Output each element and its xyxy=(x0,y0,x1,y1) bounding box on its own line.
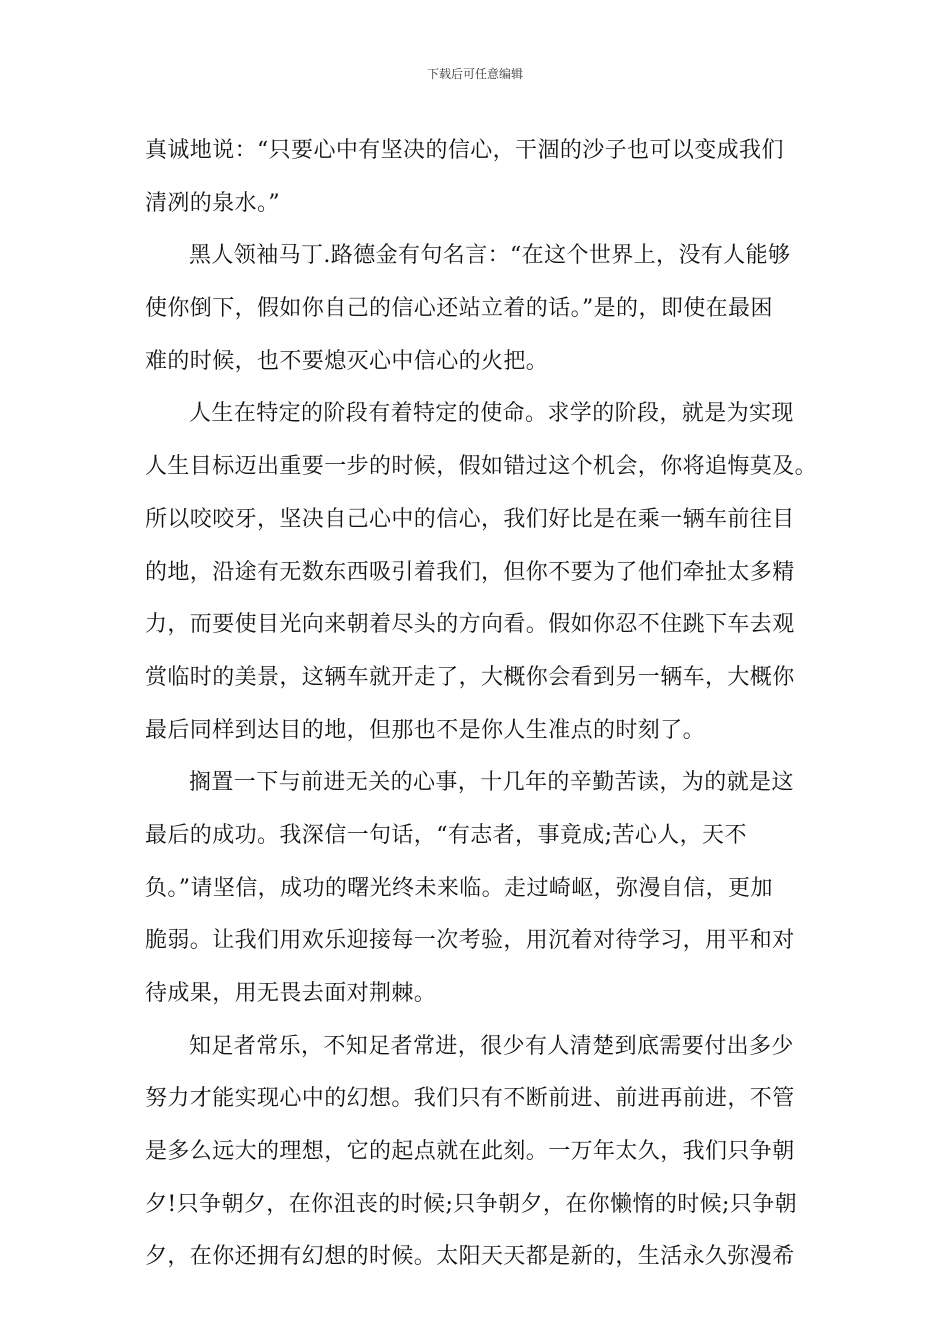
text-line: 最后的成功。我深信一句话，“有志者，事竟成;苦心人，天不 xyxy=(145,822,747,848)
text-line: 夕!只争朝夕，在你沮丧的时候;只争朝夕，在你懒惰的时候;只争朝 xyxy=(145,1191,798,1217)
text-line: 清冽的泉水。” xyxy=(145,190,281,216)
text-line: 黑人领袖马丁.路德金有句名言：“在这个世界上，没有人能够 xyxy=(189,243,791,269)
text-line: 搁置一下与前进无关的心事，十几年的辛勤苦读，为的就是这 xyxy=(189,770,794,796)
text-line: 力，而要使目光向来朝着尽头的方向看。假如你忍不住跳下车去观 xyxy=(145,612,795,638)
text-line: 使你倒下，假如你自己的信心还站立着的话。”是的，即使在最困 xyxy=(145,296,773,322)
text-line: 难的时候，也不要熄灭心中信心的火把。 xyxy=(145,348,549,374)
text-line: 所以咬咬牙，坚决自己心中的信心，我们好比是在乘一辆车前往目 xyxy=(145,506,795,532)
text-line: 最后同样到达目的地，但那也不是你人生准点的时刻了。 xyxy=(145,717,706,743)
text-line: 是多么远大的理想，它的起点就在此刻。一万年太久，我们只争朝 xyxy=(145,1139,795,1165)
text-line: 负。”请坚信，成功的曙光终未来临。走过崎岖，弥漫自信，更加 xyxy=(145,875,773,901)
document-body xyxy=(145,132,818,1291)
text-line: 知足者常乐，不知足者常进，很少有人清楚到底需要付出多少 xyxy=(189,1033,794,1059)
page-header: 下载后可任意编辑 xyxy=(426,67,523,81)
text-line: 待成果，用无畏去面对荆棘。 xyxy=(145,981,437,1006)
text-line: 的地，沿途有无数东西吸引着我们，但你不要为了他们牵扯太多精 xyxy=(145,559,795,585)
text-line: 人生目标迈出重要一步的时候，假如错过这个机会，你将追悔莫及。 xyxy=(145,454,818,480)
text-line: 赏临时的美景，这辆车就开走了，大概你会看到另一辆车，大概你 xyxy=(145,664,795,690)
text-line: 人生在特定的阶段有着特定的使命。求学的阶段，就是为实现 xyxy=(189,401,794,427)
text-line: 真诚地说：“只要心中有坚决的信心，干涸的沙子也可以变成我们 xyxy=(145,138,784,163)
text-line: 脆弱。让我们用欢乐迎接每一次考验，用沉着对待学习，用平和对 xyxy=(145,928,795,954)
text-line: 努力才能实现心中的幻想。我们只有不断前进、前进再前进，不管 xyxy=(145,1086,795,1112)
text-line: 夕，在你还拥有幻想的时候。太阳天天都是新的，生活永久弥漫希 xyxy=(145,1244,795,1270)
